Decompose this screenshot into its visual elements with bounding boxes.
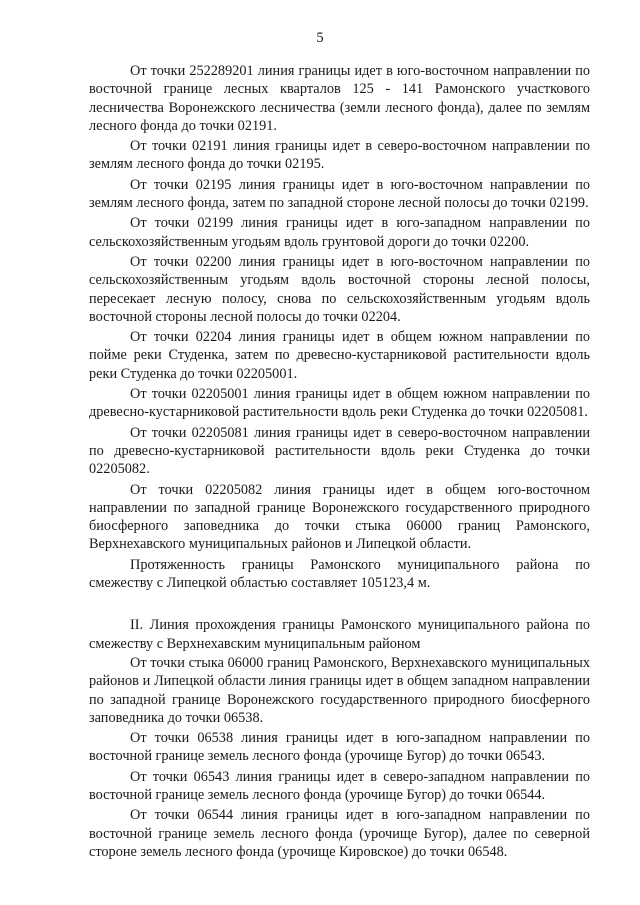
paragraph: Протяженность границы Рамонского муниципального района по смежеству с Липецкой областью составляет 105123,4 м. bbox=[89, 556, 590, 592]
paragraph: От точки 02199 линия границы идет в юго-западном направлении по сельскохозяйственным угодьям вдоль грунтовой дороги до точки 02200. bbox=[89, 215, 590, 250]
paragraph: От точки 02191 линия границы идет в северо-восточном направлении по землям лесного фонда до точки 02195. bbox=[89, 138, 590, 173]
paragraph: От точки 02195 линия границы идет в юго-восточном направлении по землям лесного фонда, затем по западной стороне лесной полосы до точки 02199. bbox=[89, 176, 590, 212]
paragraph: От точки стыка 06000 границ Рамонского, Верхнехавского муниципальных районов и Липецкой области линия границы идет в общем западном направлении по западной границе Воронежского государственного природного биосферного заповедника до точки 06538. bbox=[89, 654, 590, 726]
section-gap bbox=[89, 594, 590, 616]
paragraph: От точки 06544 линия границы идет в юго-западном направлении по восточной границе земель лесного фонда (урочище Бугор), далее по северной стороне земель лесного фонда (урочище Кировское) до точки 06548. bbox=[89, 807, 590, 860]
section-heading: II. Линия прохождения границы Рамонского муниципального района по смежеству с Верхнехавским муниципальным районом bbox=[89, 617, 590, 652]
paragraph: От точки 02200 линия границы идет в юго-восточном направлении по сельскохозяйственным угодьям вдоль восточной стороны лесной полосы, пересекает лесную полосу, снова по сельскохозяйственным угодьям вдоль восточной стороны лесной полосы до точки 02204. bbox=[89, 253, 590, 325]
document-body bbox=[89, 62, 590, 863]
paragraph: От точки 02205001 линия границы идет в общем южном направлении по древесно-кустарниковой растительности вдоль реки Студенка до точки 02205081. bbox=[89, 386, 590, 421]
paragraph: От точки 02204 линия границы идет в общем южном направлении по пойме реки Студенка, затем по древесно-кустарниковой растительности вдоль реки Студенка до точки 02205001. bbox=[89, 329, 590, 382]
paragraph: От точки 252289201 линия границы идет в юго-восточном направлении по восточной границе лесных кварталов 125 - 141 Рамонского участкового лесничества Воронежского лесничества (земли лесного фонда), далее по землям лесного фонда до точки 02191. bbox=[89, 63, 590, 134]
paragraph: От точки 02205082 линия границы идет в общем юго-восточном направлении по западной границе Воронежского государственного природного биосферного заповедника до точки стыка 06000 границ Рамонского, Верхнехавского муниципальных районов и Липецкой области. bbox=[89, 481, 590, 553]
page-number: 5 bbox=[316, 30, 324, 46]
paragraph: От точки 02205081 линия границы идет в северо-восточном направлении по древесно-кустарниковой растительности вдоль реки Студенка до точки 02205082. bbox=[89, 424, 590, 478]
paragraph: От точки 06543 линия границы идет в северо-западном направлении по восточной границе земель лесного фонда (урочище Бугор) до точки 06544. bbox=[89, 768, 590, 803]
paragraph: От точки 06538 линия границы идет в юго-западном направлении по восточной границе земель лесного фонда (урочище Бугор) до точки 06543. bbox=[89, 730, 590, 765]
